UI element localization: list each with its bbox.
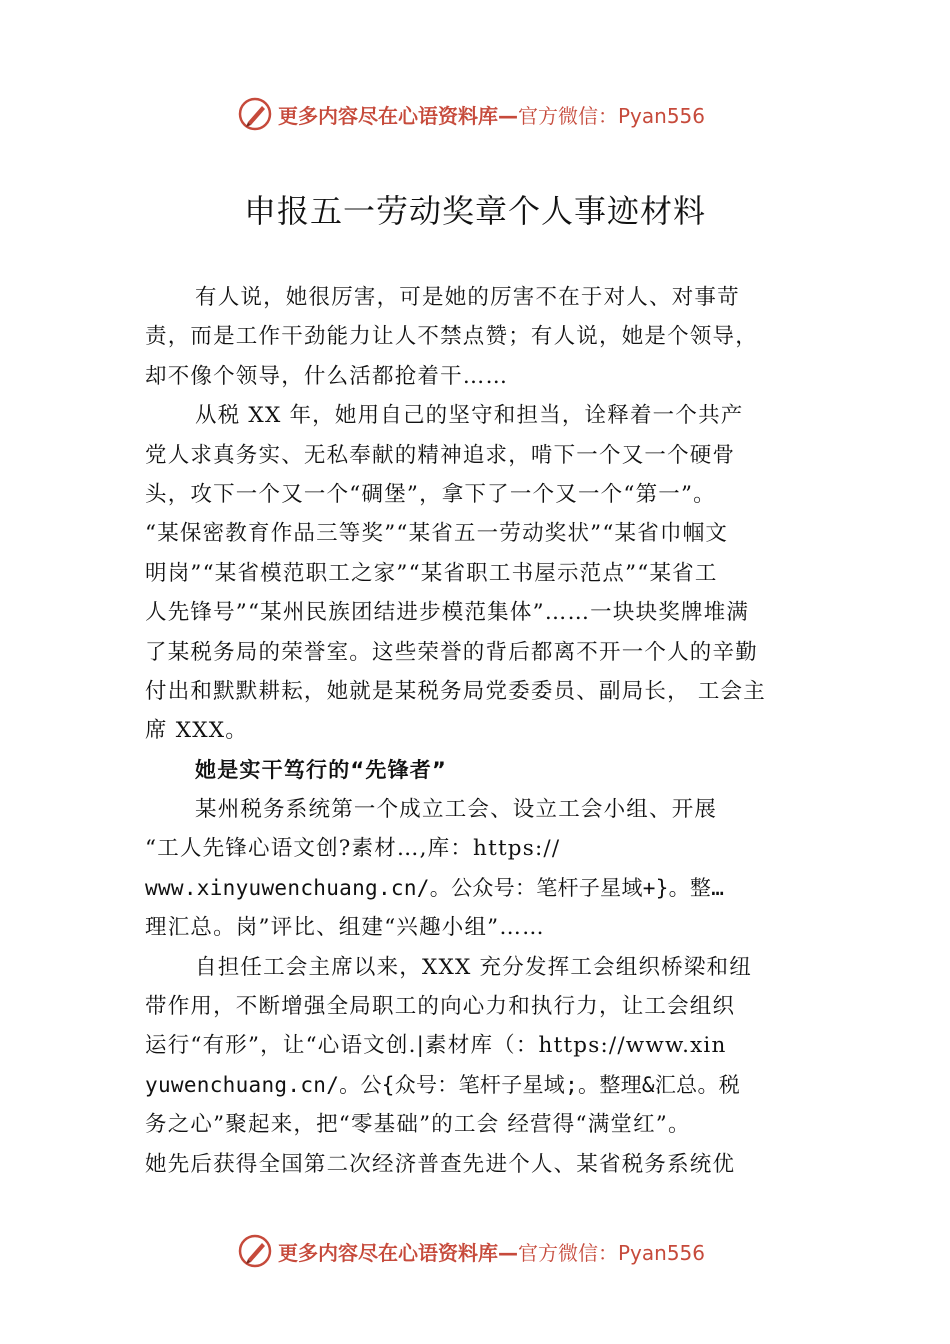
paragraph-line: 务之心”聚起来，把“零基础”的工会 经营得“满堂红”。 <box>145 1112 691 1138</box>
paragraph-line: 有人说，她很厉害，可是她的厉害不在于对人、对事苛 <box>195 285 740 310</box>
footer-banner <box>0 1229 950 1273</box>
banner-text: 更多内容尽在心语资料库—官方微信：Pyan556 <box>278 1240 706 1265</box>
paragraph-line: 从税 XX 年，她用自己的坚守和担当，诠释着一个共产 <box>195 403 744 429</box>
banner-text: 更多内容尽在心语资料库—官方微信：Pyan556 <box>278 103 706 128</box>
paragraph-line: 责，而是工作干劲能力让人不禁点赞；有人说，她是个领导， <box>145 324 758 350</box>
paragraph-line: 了某税务局的荣誉室。这些荣誉的背后都离不开一个人的辛勤 <box>145 639 758 665</box>
pen-logo-icon <box>236 1232 274 1270</box>
paragraph-line: www.xinyuwenchuang.cn/。公众号：笔杆子星域+}。整… <box>145 875 725 900</box>
paragraph-line: “工人先锋心语文创?素材…,库：https:// <box>145 836 561 862</box>
paragraph-line: 她先后获得全国第二次经济普查先进个人、某省税务系统优 <box>145 1151 736 1177</box>
banner-contact: 官方微信：Pyan556 <box>518 1240 706 1265</box>
paragraph-line: 自担任工会主席以来，XXX 充分发挥工会组织桥梁和纽 <box>195 954 752 980</box>
paragraph-line: “某保密教育作品三等奖”“某省五一劳动奖状”“某省巾帼文 <box>145 521 729 547</box>
paragraph-line: yuwenchuang.cn/。公{众号：笔杆子星域;。整理&汇总。税 <box>145 1072 741 1097</box>
paragraph-line: 席 XXX。 <box>145 718 248 744</box>
document-body <box>145 278 825 1184</box>
paragraph-line: 明岗”“某省模范职工之家”“某省职工书屋示范点”“某省工 <box>145 560 718 586</box>
paragraph-line: 理汇总。岗”评比、组建“兴趣小组”…… <box>145 915 545 941</box>
paragraph-line: 头，攻下一个又一个“碉堡”，拿下了一个又一个“第一”。 <box>145 481 716 507</box>
paragraph-line: 却不像个领导，什么活都抢着干…… <box>145 363 509 389</box>
pen-logo-icon <box>236 95 274 133</box>
paragraph-line: 运行“有形”，让“心语文创.|素材库（：https://www.xin <box>145 1033 727 1059</box>
paragraph-line: 党人求真务实、无私奉献的精神追求，啃下一个又一个硬骨 <box>145 442 736 468</box>
paragraph-line: 带作用，不断增强全局职工的向心力和执行力，让工会组织 <box>145 994 736 1020</box>
document-title: 申报五一劳动奖章个人事迹材料 <box>243 192 706 230</box>
paragraph-line: 付出和默默耕耘，她就是某税务局党委委员、副局长， 工会主 <box>145 678 766 704</box>
header-banner <box>0 92 950 136</box>
banner-contact: 官方微信：Pyan556 <box>518 103 706 128</box>
paragraph-line: 某州税务系统第一个成立工会、设立工会小组、开展 <box>195 797 718 823</box>
paragraph-line: 人先锋号”“某州民族团结进步模范集体”……一块块奖牌堆满 <box>145 600 750 626</box>
section-heading: 她是实干笃行的“先锋者” <box>195 757 448 782</box>
